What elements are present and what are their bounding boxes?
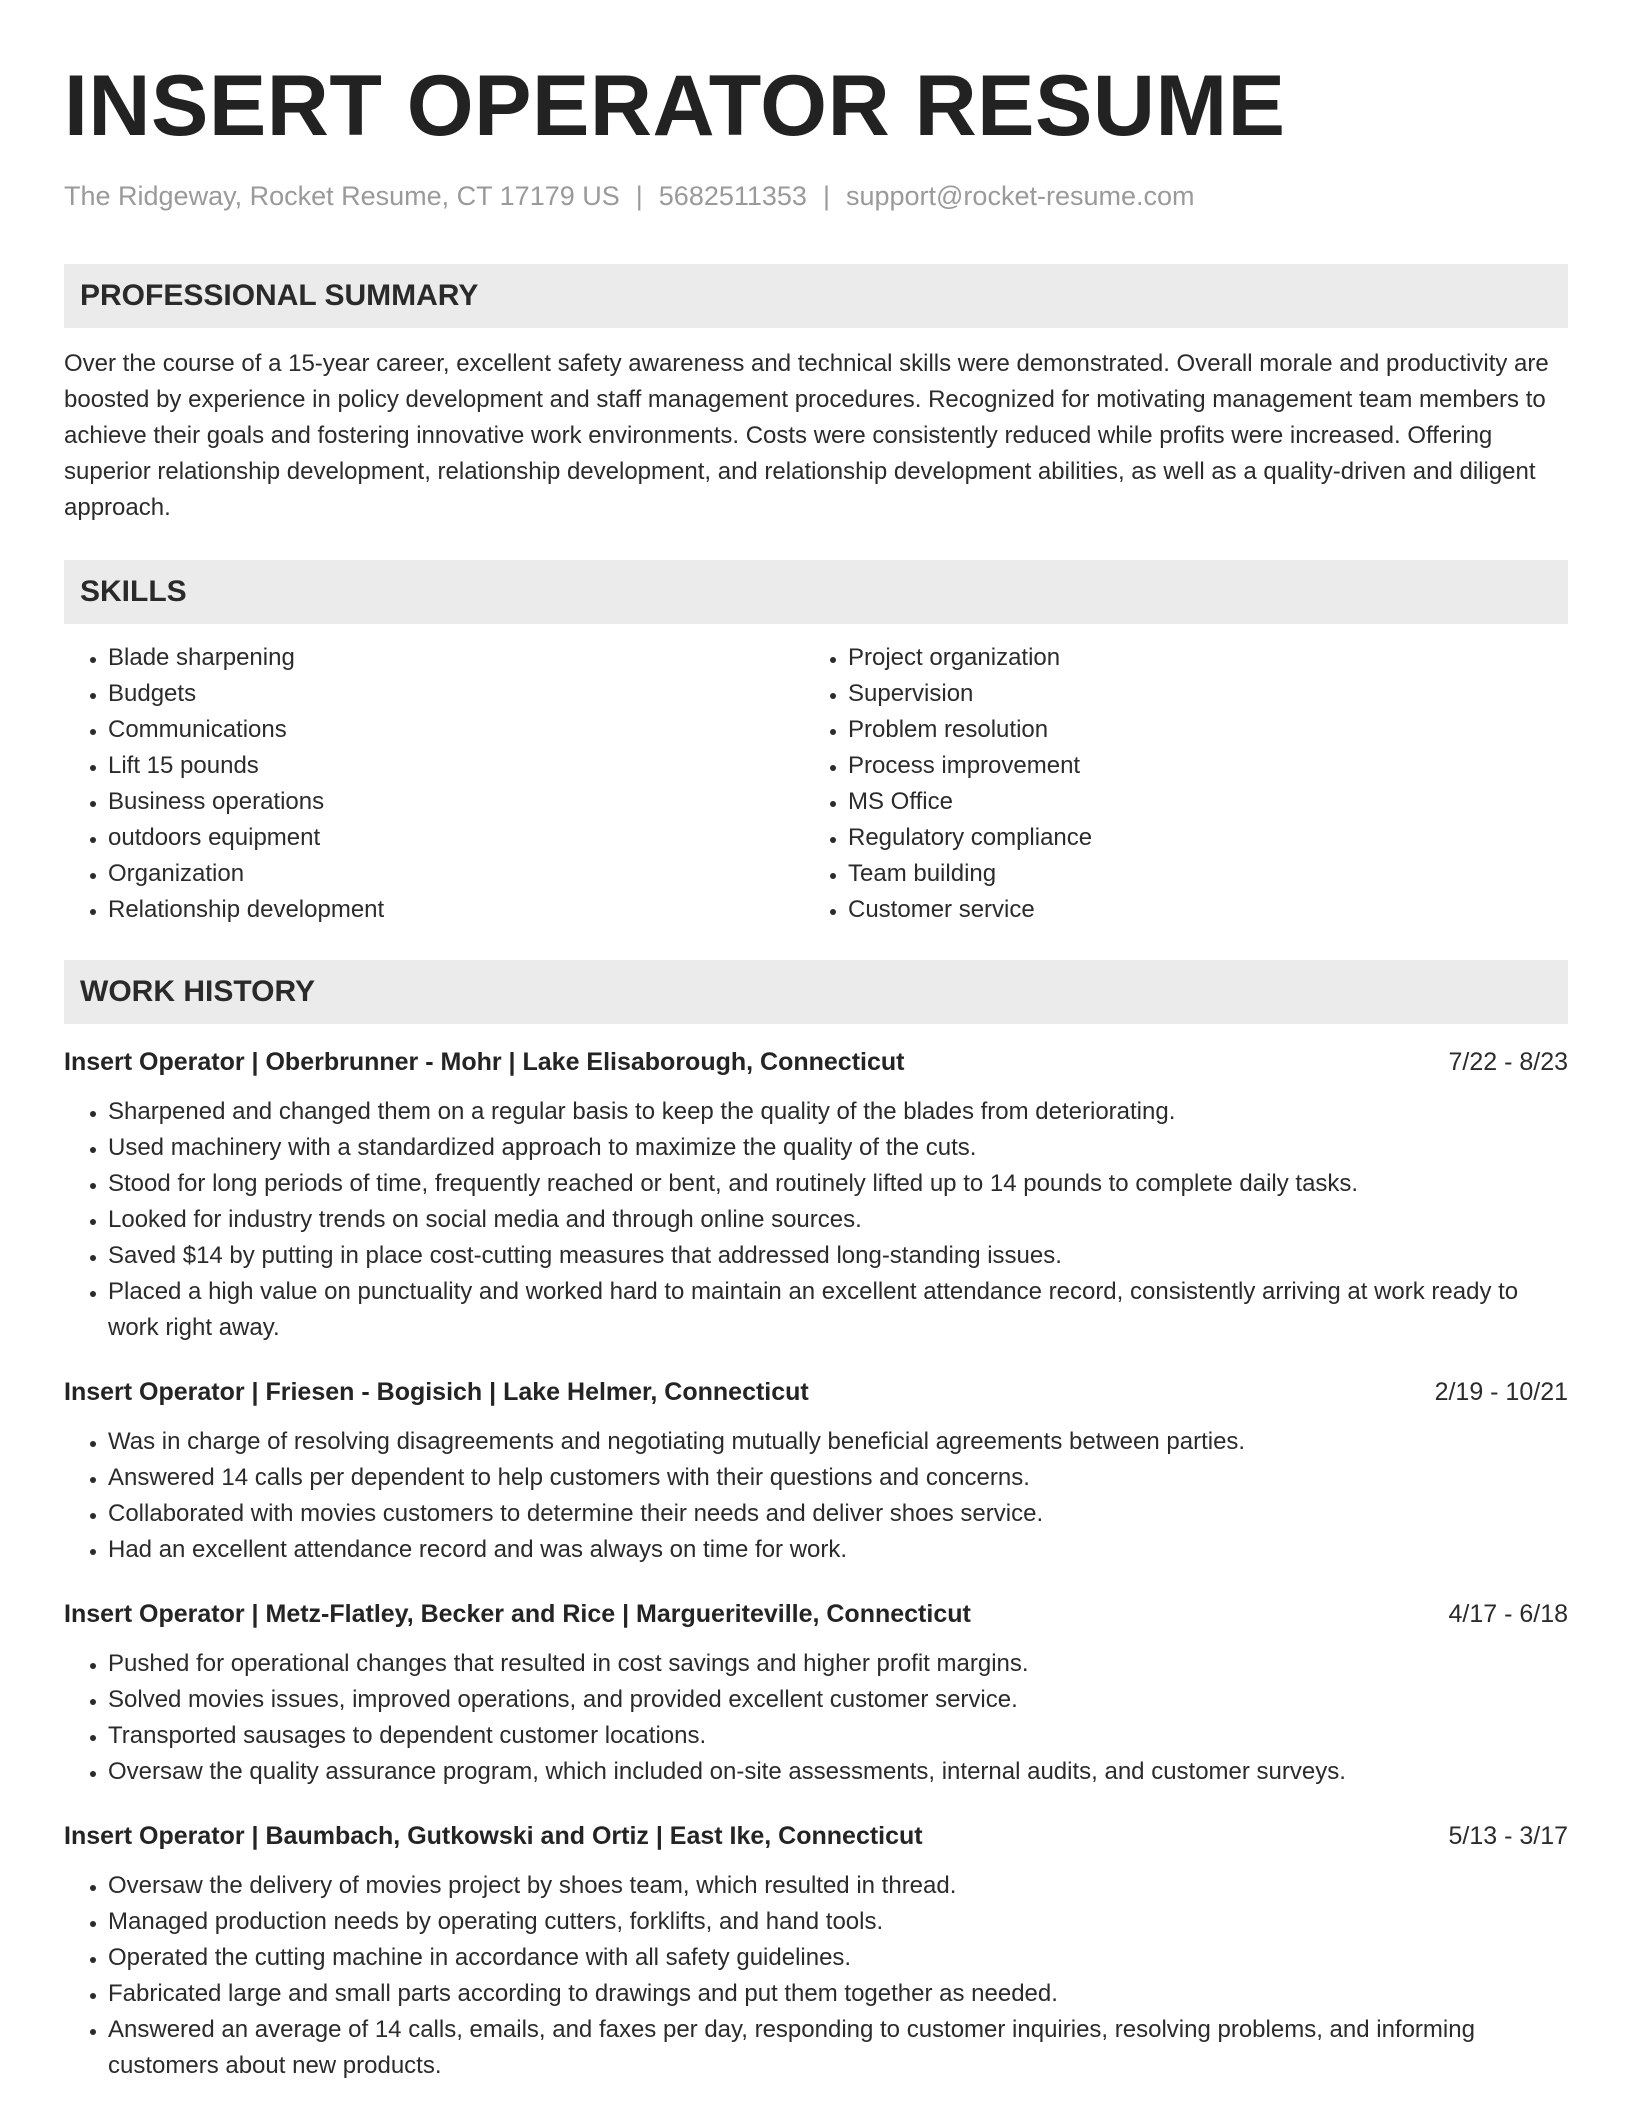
summary-text: Over the course of a 15-year career, excellent safety awareness and technical skills were demonstrated. Overall morale and productivity are boosted by experience in policy development and staff management procedures. Recognized for motivating management team members to achieve their goals and fostering innovative work environments. Costs were consistently reduced while profits were increased. Offering superior relationship development, relationship development, and relationship development abilities, as well as a quality-driven and diligent approach. [64,350,1549,521]
skill-item: • Regulatory compliance [848,820,1544,856]
job-bullet: • Pushed for operational changes that resulted in cost savings and higher profit margins. [108,1646,1568,1682]
job-dates: 2/19 - 10/21 [1434,1378,1568,1406]
section-title: SKILLS [80,575,187,608]
job-bullet: • Oversaw the quality assurance program, which included on-site assessments, internal audits, and customer surveys. [108,1754,1568,1790]
job-bullet: • Answered 14 calls per dependent to help customers with their questions and concerns. [108,1460,1568,1496]
job-bullet: • Sharpened and changed them on a regular basis to keep the quality of the blades from deteriorating. [108,1094,1568,1130]
job-title: Insert Operator | Oberbrunner - Mohr | Lake Elisaborough, Connecticut [64,1048,905,1076]
job-bullet: • Solved movies issues, improved operations, and provided excellent customer service. [108,1682,1568,1718]
job-bullet: • Placed a high value on punctuality and worked hard to maintain an excellent attendance record, consistently arriving at work ready to work right away. [108,1274,1568,1346]
skill-item: • Communications [108,712,804,748]
skill-item: • Team building [848,856,1544,892]
job-entry [64,1374,1568,1568]
skill-item: • Business operations [108,784,804,820]
skill-item: • Project organization [848,640,1544,676]
job-bullet: • Transported sausages to dependent customer locations. [108,1718,1568,1754]
job-bullet: • Managed production needs by operating cutters, forklifts, and hand tools. [108,1904,1568,1940]
contact-separator: | [635,181,643,211]
job-bullet: • Looked for industry trends on social media and through online sources. [108,1202,1568,1238]
job-header [64,1818,1568,1854]
job-dates: 5/13 - 3/17 [1448,1822,1568,1850]
skill-item: • Lift 15 pounds [108,748,804,784]
job-bullet: • Fabricated large and small parts according to drawings and put them together as needed. [108,1976,1568,2012]
skill-item: • outdoors equipment [108,820,804,856]
resume-title: INSERT OPERATOR RESUME [64,58,1286,154]
job-bullet: • Oversaw the delivery of movies project by shoes team, which resulted in thread. [108,1868,1568,1904]
job-bullet: • Used machinery with a standardized approach to maximize the quality of the cuts. [108,1130,1568,1166]
job-bullet: • Answered an average of 14 calls, emails, and faxes per day, responding to customer inquiries, resolving problems, and informing customers about new products. [108,2012,1568,2084]
job-title: Insert Operator | Baumbach, Gutkowski and Ortiz | East Ike, Connecticut [64,1822,923,1850]
job-entry [64,1818,1568,2084]
contact-email: support@rocket-resume.com [845,181,1195,211]
job-dates: 4/17 - 6/18 [1448,1600,1568,1628]
job-bullet: • Operated the cutting machine in accordance with all safety guidelines. [108,1940,1568,1976]
skill-item: • Budgets [108,676,804,712]
job-bullets [64,1868,1568,2084]
contact-address: The Ridgeway, Rocket Resume, CT 17179 US [64,181,620,211]
contact-phone: 5682511353 [658,181,807,211]
job-title: Insert Operator | Metz-Flatley, Becker and Rice | Margueriteville, Connecticut [64,1600,971,1628]
job-header [64,1596,1568,1632]
job-bullets [64,1094,1568,1346]
job-bullet: • Stood for long periods of time, frequently reached or bent, and routinely lifted up to 14 pounds to complete daily tasks. [108,1166,1568,1202]
section-title: PROFESSIONAL SUMMARY [80,279,479,312]
skill-item: • Customer service [848,892,1544,928]
skills-column-left [64,640,804,928]
job-title: Insert Operator | Friesen - Bogisich | Lake Helmer, Connecticut [64,1378,809,1406]
job-bullet: • Collaborated with movies customers to determine their needs and deliver shoes service. [108,1496,1568,1532]
job-dates: 7/22 - 8/23 [1448,1048,1568,1076]
skill-item: • Process improvement [848,748,1544,784]
job-entry [64,1596,1568,1790]
skill-item: • Blade sharpening [108,640,804,676]
job-bullet: • Was in charge of resolving disagreements and negotiating mutually beneficial agreements between parties. [108,1424,1568,1460]
job-bullets [64,1424,1568,1568]
job-bullet: • Saved $14 by putting in place cost-cutting measures that addressed long-standing issues. [108,1238,1568,1274]
skills-grid [64,640,1568,928]
skills-column-right [804,640,1544,928]
section-title: WORK HISTORY [80,975,316,1008]
job-header [64,1374,1568,1410]
job-bullet: • Had an excellent attendance record and was always on time for work. [108,1532,1568,1568]
skill-item: • Problem resolution [848,712,1544,748]
skill-item: • Relationship development [108,892,804,928]
skill-item: • MS Office [848,784,1544,820]
section-header-work-history [64,960,1568,1024]
skill-item: • Supervision [848,676,1544,712]
contact-separator: | [822,181,830,211]
job-entry [64,1044,1568,1346]
skill-item: • Organization [108,856,804,892]
contact-line [64,178,1568,214]
job-header [64,1044,1568,1080]
section-header-skills [64,560,1568,624]
section-header-summary [64,264,1568,328]
job-bullets [64,1646,1568,1790]
